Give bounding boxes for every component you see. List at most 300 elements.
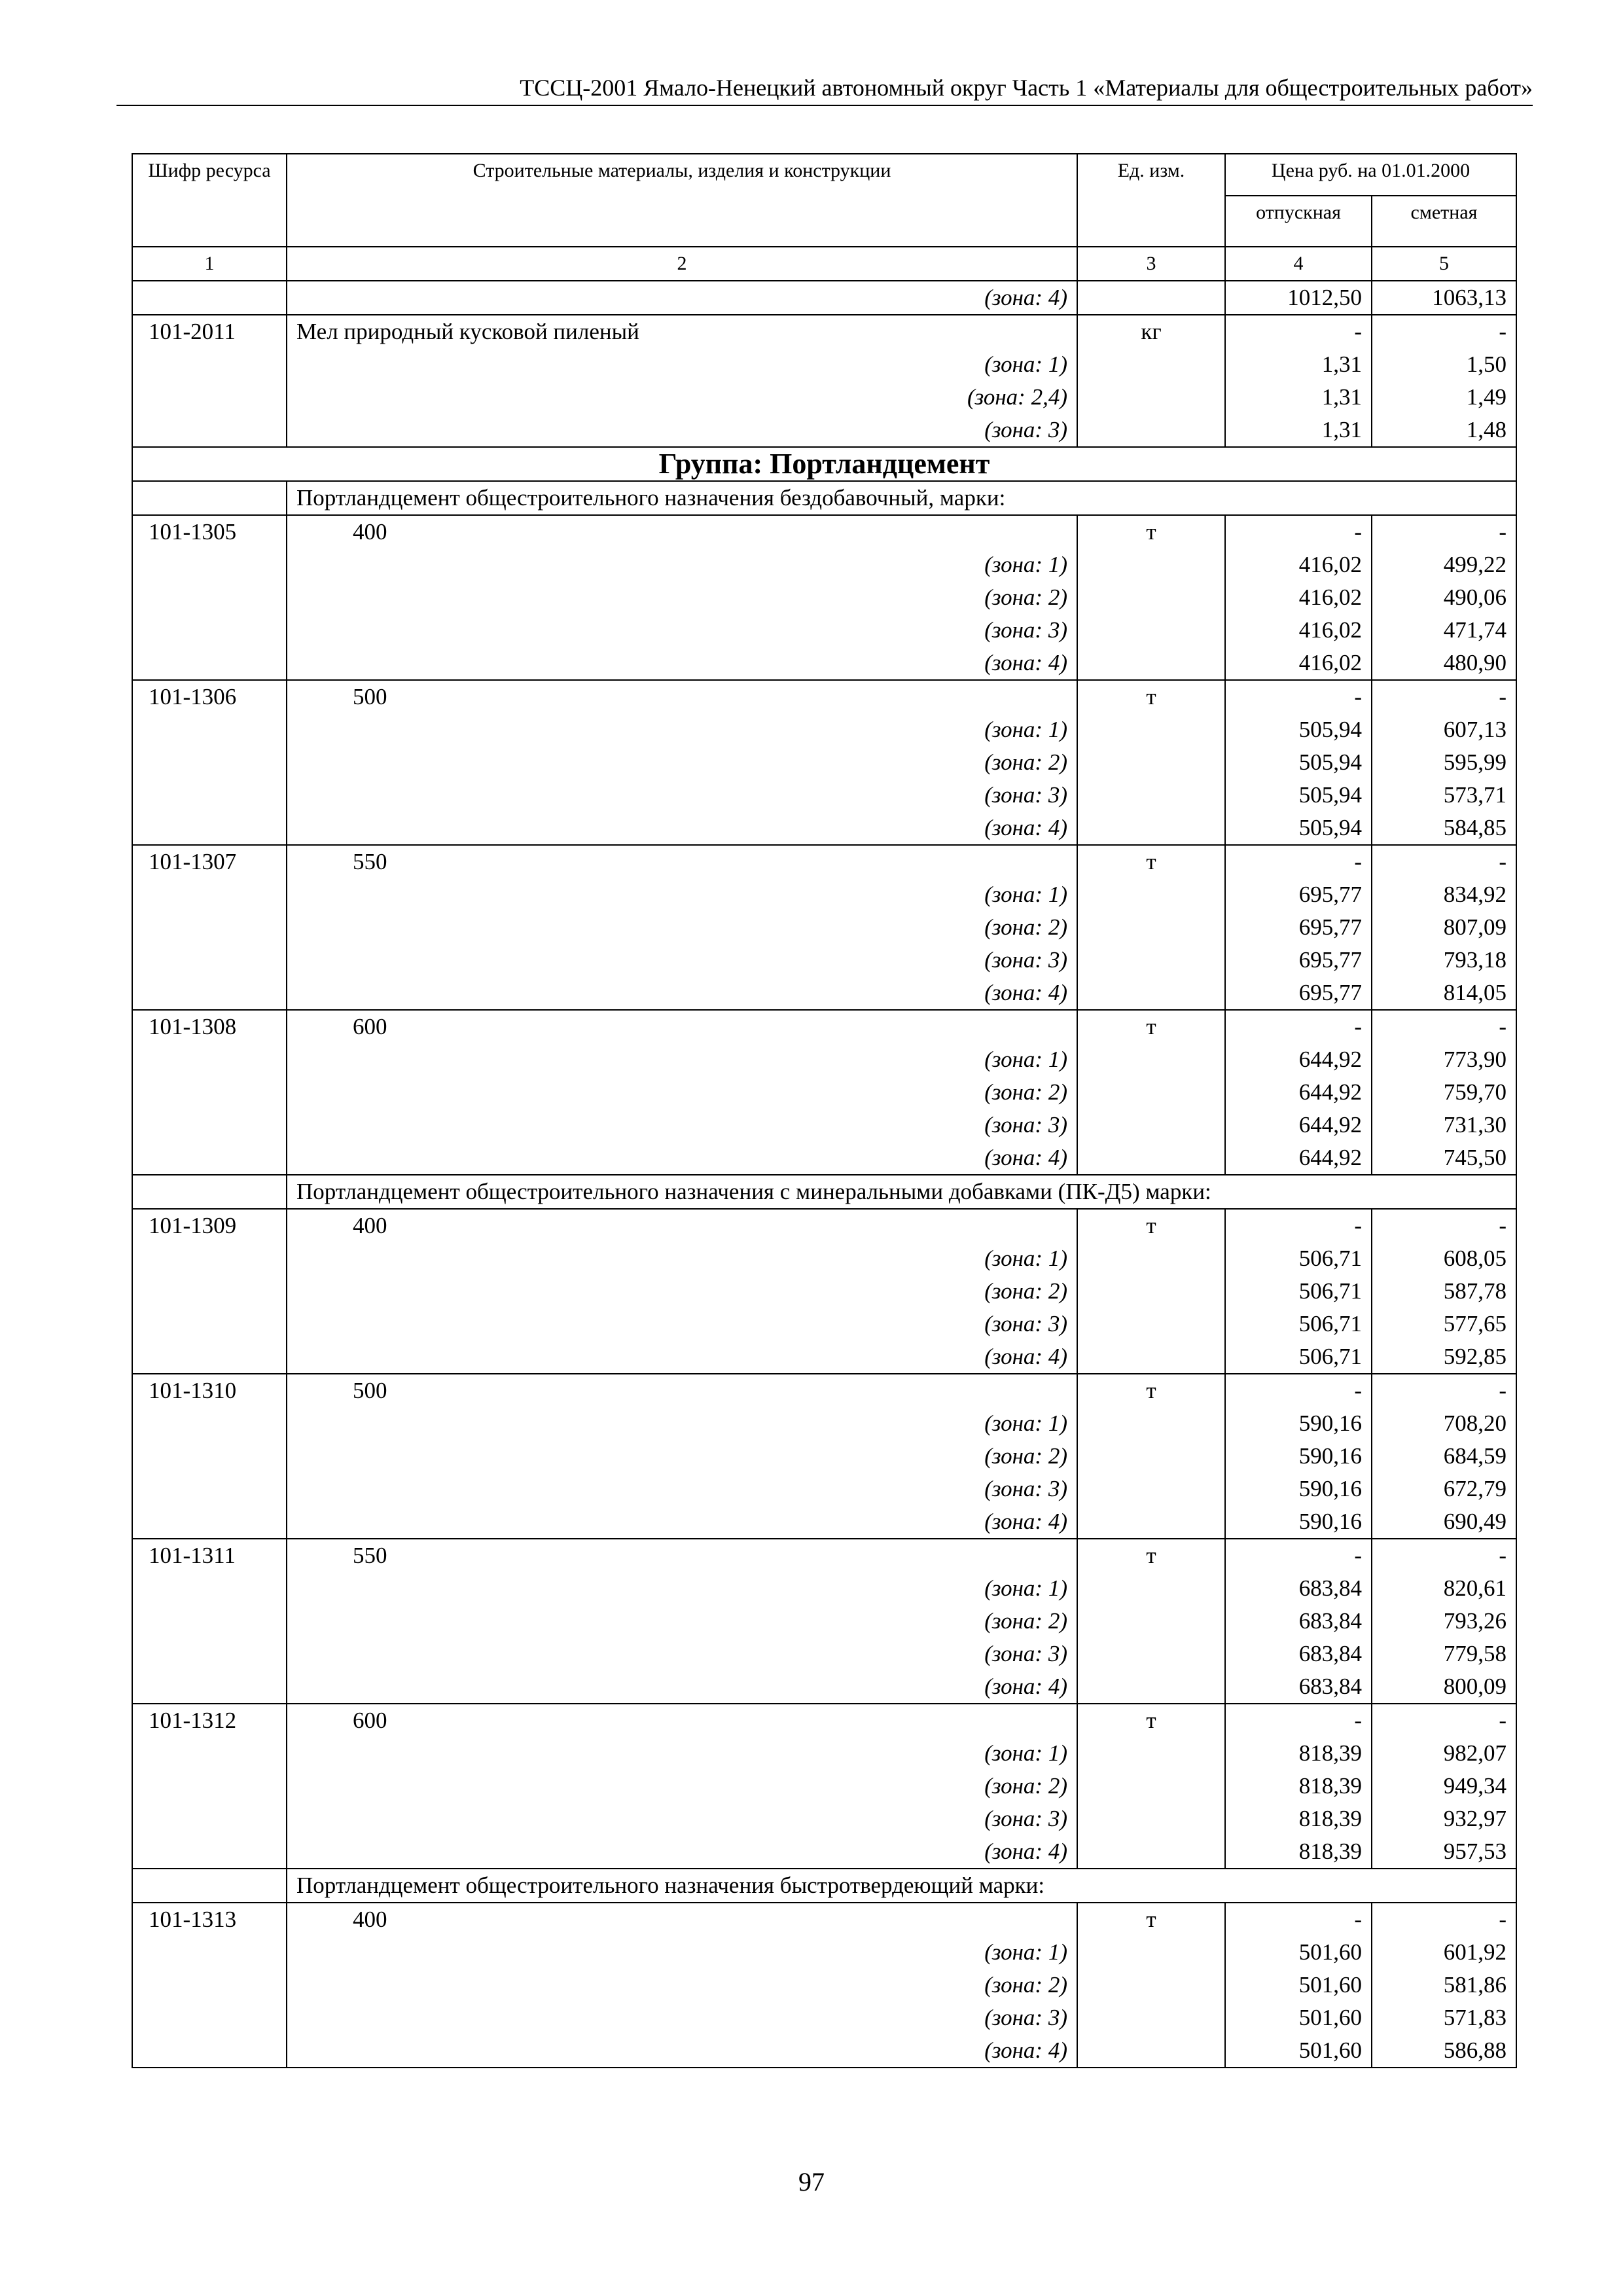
estimate-price: 592,85: [1372, 1340, 1516, 1374]
release-price: 1,31: [1225, 414, 1372, 447]
estimate-price: 932,97: [1372, 1803, 1516, 1835]
table-row: [132, 1374, 1516, 1407]
estimate-price: 807,09: [1372, 911, 1516, 944]
zone-label: (зона: 1): [287, 348, 1077, 381]
release-price: -: [1225, 315, 1372, 348]
release-price: 590,16: [1225, 1407, 1372, 1440]
empty-cell: [1077, 348, 1225, 381]
empty-cell: [132, 1737, 287, 1770]
empty-cell: [1077, 1770, 1225, 1803]
release-price: 695,77: [1225, 944, 1372, 977]
release-price: 818,39: [1225, 1737, 1372, 1770]
zone-label: (зона: 3): [287, 944, 1077, 977]
zone-row: [132, 1076, 1516, 1109]
resource-name: 550: [287, 1539, 1077, 1572]
release-price: 501,60: [1225, 2034, 1372, 2068]
zone-label: (зона: 2): [287, 1605, 1077, 1638]
estimate-price: 587,78: [1372, 1275, 1516, 1308]
zone-label: (зона: 4): [287, 977, 1077, 1010]
release-price: 590,16: [1225, 1505, 1372, 1539]
zone-label: (зона: 3): [287, 779, 1077, 812]
estimate-price: -: [1372, 1010, 1516, 1043]
zone-label: (зона: 1): [287, 1572, 1077, 1605]
estimate-price: 490,06: [1372, 581, 1516, 614]
release-price: 818,39: [1225, 1803, 1372, 1835]
estimate-price: 608,05: [1372, 1242, 1516, 1275]
zone-label: (зона: 1): [287, 1043, 1077, 1076]
zone-row: [132, 1407, 1516, 1440]
zone-label: (зона: 2): [287, 1275, 1077, 1308]
zone-label: (зона: 4): [287, 812, 1077, 845]
empty-cell: [1077, 381, 1225, 414]
estimate-price: 773,90: [1372, 1043, 1516, 1076]
resource-code: 101-1305: [132, 515, 287, 548]
resource-name: 400: [287, 515, 1077, 548]
release-price: 501,60: [1225, 1969, 1372, 2001]
empty-cell: [132, 1969, 287, 2001]
estimate-price: 800,09: [1372, 1670, 1516, 1704]
empty-cell: [1077, 1308, 1225, 1340]
empty-cell: [132, 1043, 287, 1076]
zone-label: (зона: 1): [287, 1936, 1077, 1969]
zone-row: [132, 1242, 1516, 1275]
empty-cell: [132, 911, 287, 944]
zone-row: [132, 647, 1516, 680]
release-price: 590,16: [1225, 1440, 1372, 1473]
resource-code: 101-1308: [132, 1010, 287, 1043]
zone-row: [132, 878, 1516, 911]
subgroup-row: [132, 1175, 1516, 1209]
empty-cell: [1077, 1737, 1225, 1770]
header-price: Цена руб. на 01.01.2000: [1225, 154, 1516, 196]
empty-cell: [1077, 1076, 1225, 1109]
zone-label: (зона: 1): [287, 1737, 1077, 1770]
zone-row: [132, 1737, 1516, 1770]
table-row: [132, 1903, 1516, 1936]
estimate-price: -: [1372, 680, 1516, 713]
empty-cell: [1077, 281, 1225, 315]
estimate-price: 586,88: [1372, 2034, 1516, 2068]
group-row: [132, 447, 1516, 481]
zone-row: [132, 1605, 1516, 1638]
estimate-price: 1,50: [1372, 348, 1516, 381]
unit-cell: т: [1077, 1010, 1225, 1043]
zone-label: (зона: 3): [287, 1473, 1077, 1505]
empty-cell: [132, 944, 287, 977]
empty-cell: [1077, 1605, 1225, 1638]
zone-row: [132, 944, 1516, 977]
empty-cell: [132, 746, 287, 779]
zone-label: (зона: 2): [287, 746, 1077, 779]
empty-cell: [1077, 1505, 1225, 1539]
running-header: ТССЦ-2001 Ямало-Ненецкий автономный округ Часть 1 «Материалы для общестроительных работ»: [520, 75, 1533, 101]
unit-cell: т: [1077, 515, 1225, 548]
empty-cell: [1077, 1803, 1225, 1835]
subgroup-title: Портландцемент общестроительного назначения быстротвердеющий марки:: [287, 1869, 1516, 1903]
estimate-price: 480,90: [1372, 647, 1516, 680]
empty-cell: [132, 1175, 287, 1209]
estimate-price: 982,07: [1372, 1737, 1516, 1770]
release-price: 506,71: [1225, 1340, 1372, 1374]
estimate-price: 731,30: [1372, 1109, 1516, 1141]
subgroup-title: Портландцемент общестроительного назначения бездобавочный, марки:: [287, 481, 1516, 515]
release-price: -: [1225, 1704, 1372, 1737]
zone-label: (зона: 4): [287, 1835, 1077, 1869]
zone-row: [132, 1638, 1516, 1670]
estimate-price: 834,92: [1372, 878, 1516, 911]
empty-cell: [1077, 1969, 1225, 2001]
empty-cell: [132, 1835, 287, 1869]
empty-cell: [132, 1505, 287, 1539]
resource-code: 101-1312: [132, 1704, 287, 1737]
empty-cell: [132, 2001, 287, 2034]
empty-cell: [1077, 1043, 1225, 1076]
subgroup-row: [132, 481, 1516, 515]
resource-name: 550: [287, 845, 1077, 878]
empty-cell: [132, 414, 287, 447]
empty-cell: [132, 1407, 287, 1440]
empty-cell: [1077, 1670, 1225, 1704]
zone-row: [132, 1505, 1516, 1539]
zone-row: [132, 614, 1516, 647]
empty-cell: [132, 1440, 287, 1473]
empty-cell: [132, 348, 287, 381]
release-price: -: [1225, 1209, 1372, 1242]
empty-cell: [132, 713, 287, 746]
col-num-1: 1: [132, 247, 287, 281]
empty-cell: [132, 281, 287, 315]
column-number-row: [132, 247, 1516, 281]
empty-cell: [1077, 1936, 1225, 1969]
release-price: 505,94: [1225, 713, 1372, 746]
resource-name: 600: [287, 1010, 1077, 1043]
zone-row: [132, 2034, 1516, 2068]
zone-label: (зона: 1): [287, 1407, 1077, 1440]
empty-cell: [1077, 2034, 1225, 2068]
empty-cell: [132, 1605, 287, 1638]
resource-code: 101-1309: [132, 1209, 287, 1242]
release-price: 416,02: [1225, 647, 1372, 680]
table-row: [132, 845, 1516, 878]
zone-label: (зона: 4): [287, 647, 1077, 680]
zone-label: (зона: 3): [287, 1109, 1077, 1141]
empty-cell: [1077, 414, 1225, 447]
empty-cell: [1077, 944, 1225, 977]
zone-label: (зона: 3): [287, 1803, 1077, 1835]
estimate-price: -: [1372, 1209, 1516, 1242]
release-price: 506,71: [1225, 1242, 1372, 1275]
resource-name: 400: [287, 1209, 1077, 1242]
col-num-2: 2: [287, 247, 1077, 281]
empty-cell: [132, 1770, 287, 1803]
table-row: [132, 1539, 1516, 1572]
empty-cell: [1077, 911, 1225, 944]
estimate-price: 571,83: [1372, 2001, 1516, 2034]
release-price: 506,71: [1225, 1275, 1372, 1308]
zone-label: (зона: 3): [287, 414, 1077, 447]
header-release: отпускная: [1225, 196, 1372, 247]
zone-label: (зона: 1): [287, 1242, 1077, 1275]
table-header-row: [132, 154, 1516, 196]
estimate-price: 779,58: [1372, 1638, 1516, 1670]
zone-label: (зона: 4): [287, 1505, 1077, 1539]
empty-cell: [1077, 1407, 1225, 1440]
zone-row: [132, 746, 1516, 779]
estimate-price: 601,92: [1372, 1936, 1516, 1969]
estimate-price: 499,22: [1372, 548, 1516, 581]
release-price: 818,39: [1225, 1835, 1372, 1869]
estimate-price: 814,05: [1372, 977, 1516, 1010]
zone-row: [132, 1308, 1516, 1340]
zone-row: [132, 779, 1516, 812]
unit-cell: кг: [1077, 315, 1225, 348]
empty-cell: [132, 1803, 287, 1835]
release-price: -: [1225, 1903, 1372, 1936]
header-name: Строительные материалы, изделия и конструкции: [287, 154, 1077, 247]
empty-cell: [132, 1670, 287, 1704]
table-row: [132, 1704, 1516, 1737]
zone-label: (зона: 4): [287, 1340, 1077, 1374]
zone-label: (зона: 3): [287, 1308, 1077, 1340]
empty-cell: [1077, 1242, 1225, 1275]
zone-row: [132, 812, 1516, 845]
empty-cell: [132, 1308, 287, 1340]
empty-cell: [1077, 614, 1225, 647]
zone-label: (зона: 2,4): [287, 381, 1077, 414]
zone-row: [132, 1670, 1516, 1704]
zone-row: [132, 713, 1516, 746]
release-price: 505,94: [1225, 746, 1372, 779]
release-price: 416,02: [1225, 581, 1372, 614]
estimate-price: -: [1372, 515, 1516, 548]
unit-cell: т: [1077, 1903, 1225, 1936]
estimate-price: 949,34: [1372, 1770, 1516, 1803]
zone-label: (зона: 2): [287, 1770, 1077, 1803]
zone-label: (зона: 4): [287, 2034, 1077, 2068]
empty-cell: [132, 481, 287, 515]
empty-cell: [132, 812, 287, 845]
estimate-price: 573,71: [1372, 779, 1516, 812]
empty-cell: [1077, 1440, 1225, 1473]
zone-row: [132, 1803, 1516, 1835]
empty-cell: [1077, 1473, 1225, 1505]
page-number: 97: [798, 2167, 825, 2197]
empty-cell: [132, 878, 287, 911]
release-price: 818,39: [1225, 1770, 1372, 1803]
release-price: 683,84: [1225, 1605, 1372, 1638]
empty-cell: [1077, 746, 1225, 779]
release-price: 1,31: [1225, 348, 1372, 381]
estimate-price: 1,48: [1372, 414, 1516, 447]
zone-label: (зона: 3): [287, 614, 1077, 647]
table-row: [132, 315, 1516, 348]
unit-cell: т: [1077, 845, 1225, 878]
release-price: -: [1225, 680, 1372, 713]
zone-row: [132, 548, 1516, 581]
col-num-3: 3: [1077, 247, 1225, 281]
empty-cell: [1077, 878, 1225, 911]
zone-row: [132, 348, 1516, 381]
release-price: 695,77: [1225, 977, 1372, 1010]
empty-cell: [132, 614, 287, 647]
resource-name: 500: [287, 680, 1077, 713]
estimate-price: 957,53: [1372, 1835, 1516, 1869]
empty-cell: [132, 1340, 287, 1374]
resource-code: 101-1310: [132, 1374, 287, 1407]
zone-row: [132, 911, 1516, 944]
empty-cell: [132, 1572, 287, 1605]
empty-cell: [132, 2034, 287, 2068]
resource-code: 101-1306: [132, 680, 287, 713]
col-num-4: 4: [1225, 247, 1372, 281]
zone-row: [132, 1936, 1516, 1969]
empty-cell: [132, 779, 287, 812]
zone-row: [132, 977, 1516, 1010]
zone-row: [132, 381, 1516, 414]
resource-code: 101-2011: [132, 315, 287, 348]
release-price: 683,84: [1225, 1638, 1372, 1670]
empty-cell: [1077, 2001, 1225, 2034]
release-price: 644,92: [1225, 1076, 1372, 1109]
empty-cell: [132, 1242, 287, 1275]
estimate-price: 690,49: [1372, 1505, 1516, 1539]
zone-label: (зона: 2): [287, 1440, 1077, 1473]
unit-cell: т: [1077, 1539, 1225, 1572]
zone-label: (зона: 1): [287, 878, 1077, 911]
zone-label: (зона: 4): [287, 1141, 1077, 1175]
estimate-price: -: [1372, 1903, 1516, 1936]
zone-row: [132, 1440, 1516, 1473]
release-price: 506,71: [1225, 1308, 1372, 1340]
zone-label: (зона: 3): [287, 1638, 1077, 1670]
release-price: 683,84: [1225, 1572, 1372, 1605]
estimate-price: -: [1372, 1704, 1516, 1737]
estimate-price: -: [1372, 315, 1516, 348]
resource-name: 400: [287, 1903, 1077, 1936]
release-price: 644,92: [1225, 1109, 1372, 1141]
release-price: 416,02: [1225, 548, 1372, 581]
unit-cell: т: [1077, 1374, 1225, 1407]
estimate-price: 708,20: [1372, 1407, 1516, 1440]
empty-cell: [1077, 1340, 1225, 1374]
resource-code: 101-1311: [132, 1539, 287, 1572]
zone-row: [132, 581, 1516, 614]
empty-cell: [132, 1109, 287, 1141]
release-price: -: [1225, 1539, 1372, 1572]
empty-cell: [1077, 812, 1225, 845]
unit-cell: т: [1077, 680, 1225, 713]
col-num-5: 5: [1372, 247, 1516, 281]
zone-label: (зона: 3): [287, 2001, 1077, 2034]
release-price: -: [1225, 1010, 1372, 1043]
empty-cell: [1077, 779, 1225, 812]
estimate-price: -: [1372, 1374, 1516, 1407]
empty-cell: [132, 977, 287, 1010]
resource-name: 600: [287, 1704, 1077, 1737]
estimate-price: 607,13: [1372, 713, 1516, 746]
empty-cell: [1077, 1109, 1225, 1141]
empty-cell: [132, 581, 287, 614]
zone-label: (зона: 4): [287, 281, 1077, 315]
release-price: -: [1225, 1374, 1372, 1407]
zone-row: [132, 1141, 1516, 1175]
zone-label: (зона: 4): [287, 1670, 1077, 1704]
resource-price-table: [132, 153, 1517, 2068]
empty-cell: [1077, 1141, 1225, 1175]
empty-cell: [1077, 581, 1225, 614]
header-code: Шифр ресурса: [132, 154, 287, 247]
release-price: 683,84: [1225, 1670, 1372, 1704]
estimate-price: 595,99: [1372, 746, 1516, 779]
empty-cell: [1077, 713, 1225, 746]
empty-cell: [132, 1936, 287, 1969]
empty-cell: [1077, 1638, 1225, 1670]
zone-row: [132, 1043, 1516, 1076]
empty-cell: [132, 1141, 287, 1175]
release-price: 505,94: [1225, 812, 1372, 845]
estimate-price: 793,18: [1372, 944, 1516, 977]
release-price: 416,02: [1225, 614, 1372, 647]
empty-cell: [132, 1076, 287, 1109]
zone-row: [132, 1969, 1516, 2001]
unit-cell: т: [1077, 1704, 1225, 1737]
release-price: 501,60: [1225, 2001, 1372, 2034]
empty-cell: [132, 1638, 287, 1670]
header-rule: [116, 105, 1533, 106]
estimate-price: 745,50: [1372, 1141, 1516, 1175]
release-price: -: [1225, 515, 1372, 548]
resource-name: 500: [287, 1374, 1077, 1407]
empty-cell: [1077, 647, 1225, 680]
empty-cell: [1077, 1572, 1225, 1605]
estimate-price: -: [1372, 845, 1516, 878]
estimate-price: 581,86: [1372, 1969, 1516, 2001]
estimate-price: 1,49: [1372, 381, 1516, 414]
zone-row: [132, 281, 1516, 315]
zone-label: (зона: 2): [287, 1076, 1077, 1109]
empty-cell: [1077, 977, 1225, 1010]
empty-cell: [132, 647, 287, 680]
release-price: 1012,50: [1225, 281, 1372, 315]
estimate-price: 584,85: [1372, 812, 1516, 845]
resource-name: Мел природный кусковой пиленый: [287, 315, 1077, 348]
empty-cell: [132, 381, 287, 414]
release-price: 590,16: [1225, 1473, 1372, 1505]
release-price: 644,92: [1225, 1043, 1372, 1076]
estimate-price: 759,70: [1372, 1076, 1516, 1109]
zone-row: [132, 1275, 1516, 1308]
zone-label: (зона: 1): [287, 713, 1077, 746]
estimate-price: -: [1372, 1539, 1516, 1572]
release-price: 501,60: [1225, 1936, 1372, 1969]
subgroup-title: Портландцемент общестроительного назначения с минеральными добавками (ПК-Д5) марки:: [287, 1175, 1516, 1209]
release-price: 695,77: [1225, 911, 1372, 944]
zone-row: [132, 1770, 1516, 1803]
table-row: [132, 680, 1516, 713]
zone-label: (зона: 2): [287, 911, 1077, 944]
zone-label: (зона: 1): [287, 548, 1077, 581]
release-price: 1,31: [1225, 381, 1372, 414]
zone-row: [132, 414, 1516, 447]
zone-row: [132, 1109, 1516, 1141]
subgroup-row: [132, 1869, 1516, 1903]
table-row: [132, 515, 1516, 548]
zone-row: [132, 2001, 1516, 2034]
header-estimate: сметная: [1372, 196, 1516, 247]
estimate-price: 471,74: [1372, 614, 1516, 647]
zone-row: [132, 1572, 1516, 1605]
zone-row: [132, 1340, 1516, 1374]
